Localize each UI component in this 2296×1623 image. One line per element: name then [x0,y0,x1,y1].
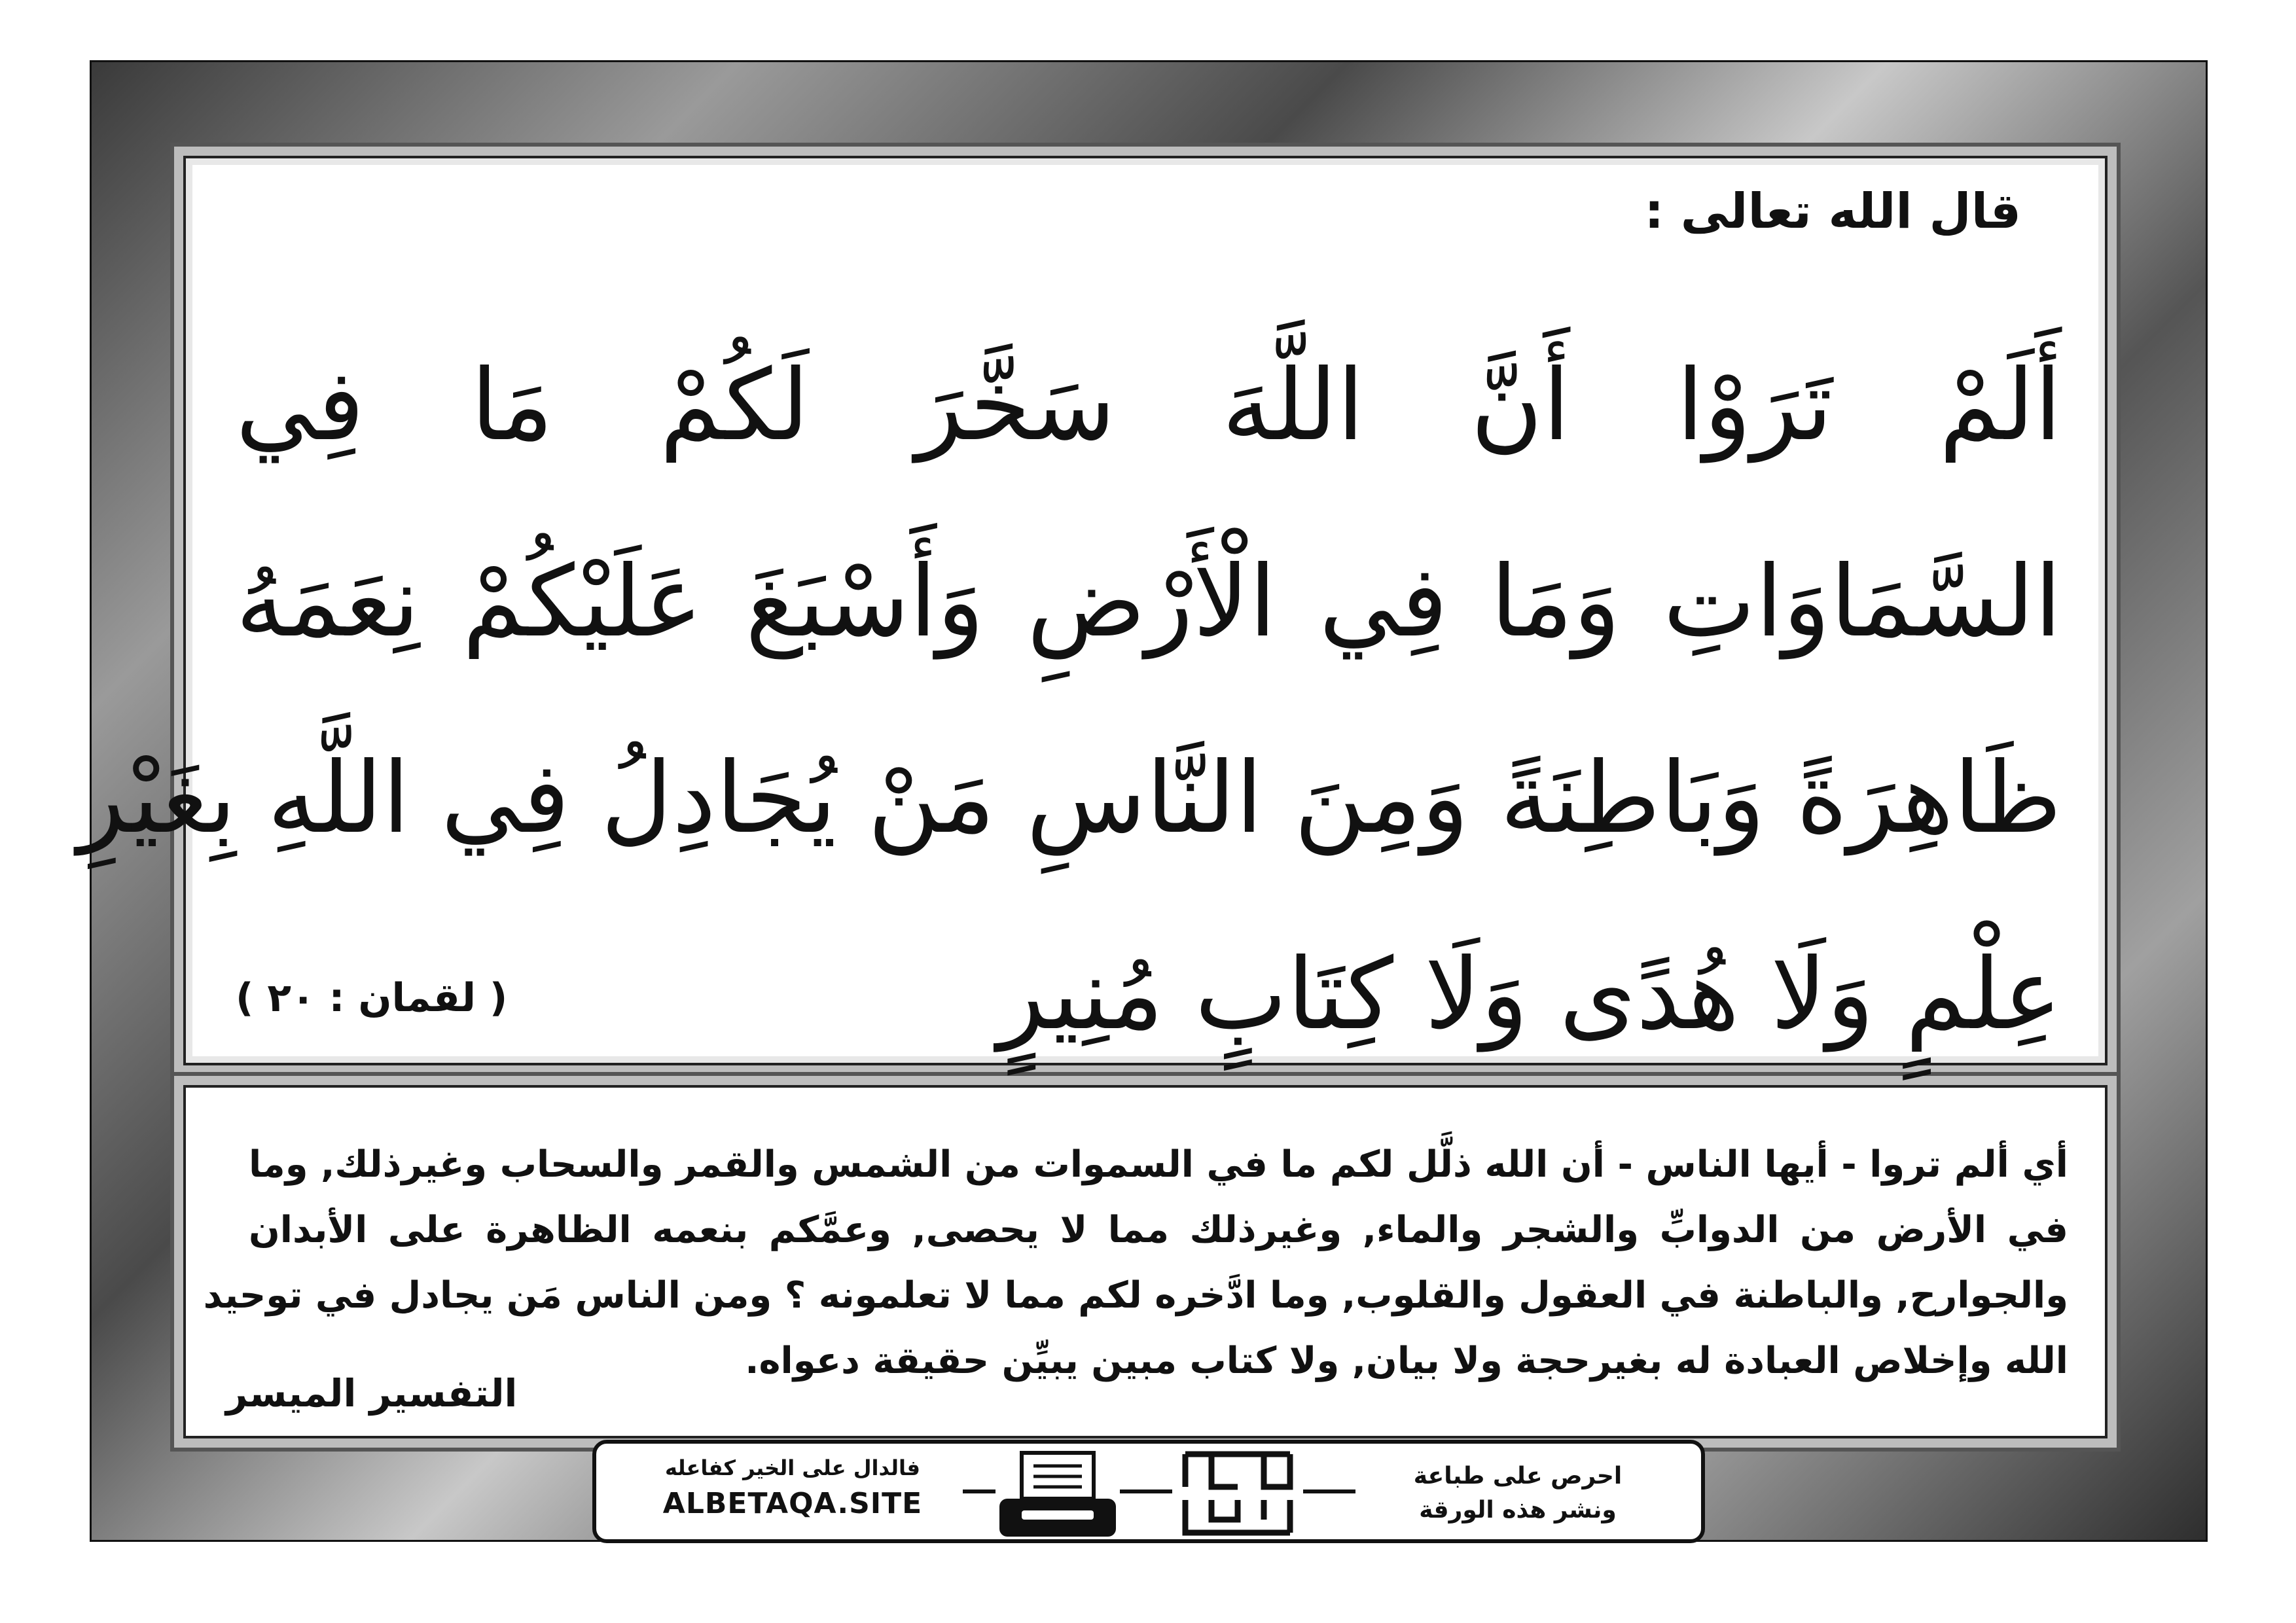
footer-appeal [1361,1459,1675,1527]
footer-divider [1303,1489,1355,1493]
footer-appeal-line: احرص على طباعة [1413,1463,1623,1489]
heading: قال الله تعالى : [1644,183,2021,240]
footer-divider [1120,1489,1172,1493]
surah-reference: ( لقمان : ٢٠ ) [236,975,508,1021]
tafsir-source: التفسير الميسر [226,1371,518,1416]
verse-line: أَلَمْ تَرَوْا أَنَّ اللَّهَ سَخَّرَ لَكُمْ مَا فِي [236,349,2062,463]
footer-site-block [622,1455,963,1520]
logo-icon [1172,1448,1303,1539]
tafsir-line: والجوارح, والباطنة في العقول والقلوب, وما ادَّخره لكم مما لا تعلمونه ؟ ومن الناس مَن يجادل في توحيد [203,1274,2068,1317]
footer-divider [963,1489,996,1493]
footer-tagline: فالدال على الخير كفاعله [665,1455,920,1480]
footer-site-link[interactable]: ALBETAQA.SITE [662,1487,923,1520]
tafsir-line: أي ألم تروا - أيها الناس - أن الله ذلَّل لكم ما في السموات من الشمس والقمر والسحاب وغيرذلك, وما [249,1143,2068,1186]
verse-line: عِلْمٍ وَلَا هُدًى وَلَا كِتَابٍ مُنِيرٍ [997,938,2062,1052]
printer-icon [996,1450,1120,1542]
verse-text [77,308,2062,1093]
tafsir-line: الله وإخلاص العبادة له بغيرحجة ولا بيان, ولا كتاب مبين يبيِّن حقيقة دعواه. [745,1340,2068,1382]
verse-line: ظَاهِرَةً وَبَاطِنَةً وَمِنَ النَّاسِ مَنْ يُجَادِلُ فِي اللَّهِ بِغَيْرِ [77,741,2062,855]
verse-line: السَّمَاوَاتِ وَمَا فِي الْأَرْضِ وَأَسْبَغَ عَلَيْكُمْ نِعَمَهُ [236,545,2062,659]
footer-appeal-line: ونشر هذه الورقة [1419,1497,1617,1524]
footer-banner [592,1440,1705,1543]
tafsir-line: في الأرض من الدوابِّ والشجر والماء, وغيرذلك مما لا يحصى, وعمَّكم بنعمه الظاهرة على الأبدان [249,1209,2068,1251]
